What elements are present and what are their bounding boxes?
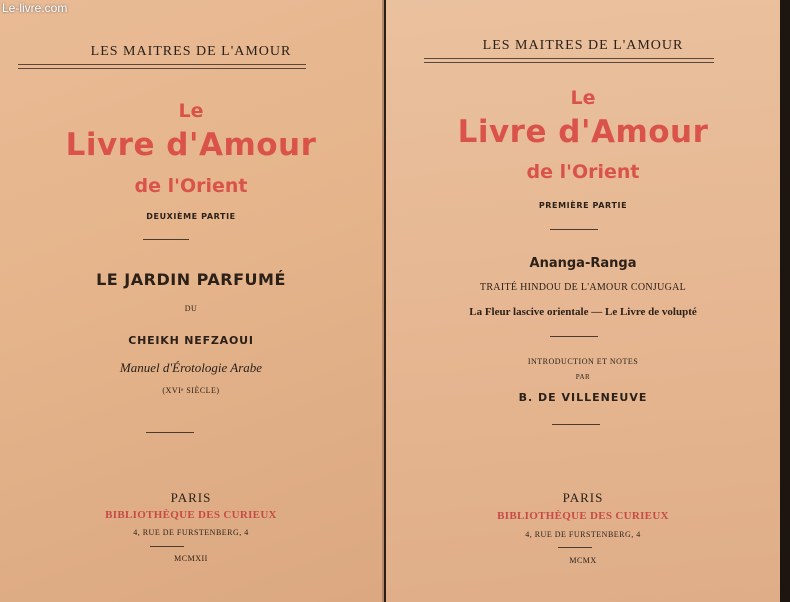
right-description: TRAITÉ HINDOU DE L'AMOUR CONJUGAL [479, 282, 687, 293]
left-work-title: LE JARDIN PARFUMÉ [96, 270, 286, 289]
right-title-main: Livre d'Amour [457, 114, 709, 150]
right-intro-label: INTRODUCTION ET NOTES [527, 357, 639, 366]
right-short-rule-4 [558, 547, 592, 548]
book-spine-edge [780, 0, 790, 602]
right-publisher: BIBLIOTHÈQUE DES CURIEUX [497, 510, 669, 522]
left-publisher: BIBLIOTHÈQUE DES CURIEUX [105, 509, 277, 521]
right-short-rule-2 [550, 336, 598, 337]
left-part-label: DEUXIÈME PARTIE [146, 212, 236, 221]
right-city: PARIS [562, 490, 604, 505]
left-book-cover [0, 0, 384, 602]
right-year: MCMX [569, 556, 597, 565]
left-short-rule-2 [146, 432, 194, 433]
right-author: B. DE VILLENEUVE [518, 391, 648, 404]
left-author: CHEIKH NEFZAOUI [128, 334, 254, 347]
left-short-rule-1 [143, 239, 189, 240]
right-title-sub: de l'Orient [526, 161, 640, 183]
left-year: MCMXII [174, 554, 208, 563]
left-city: PARIS [170, 490, 212, 505]
right-works-list: La Fleur lascive orientale — Le Livre de volupté [469, 306, 697, 318]
left-double-rule [18, 64, 306, 69]
right-par-label: PAR [575, 373, 591, 381]
right-series-title: LES MAITRES DE L'AMOUR [482, 38, 684, 53]
right-short-rule-3 [552, 424, 600, 425]
right-title-le: Le [570, 87, 596, 109]
right-part-label: PREMIÈRE PARTIE [538, 201, 628, 210]
left-century: (XVIᵉ SIÈCLE) [162, 386, 220, 395]
left-title-main: Livre d'Amour [65, 127, 317, 163]
right-short-rule-1 [550, 229, 598, 230]
left-address: 4, RUE DE FURSTENBERG, 4 [133, 528, 249, 537]
right-double-rule [424, 58, 714, 63]
right-book-cover [386, 0, 780, 602]
left-title-sub: de l'Orient [134, 175, 248, 197]
right-work-title: Ananga-Ranga [529, 256, 637, 271]
left-short-rule-3 [150, 546, 184, 547]
right-address: 4, RUE DE FURSTENBERG, 4 [525, 530, 641, 539]
left-subtitle: Manuel d'Érotologie Arabe [119, 360, 263, 375]
left-du-label: DU [184, 304, 198, 313]
left-series-title: LES MAITRES DE L'AMOUR [90, 44, 292, 59]
watermark-text: Le-livre.com [2, 1, 68, 15]
left-title-le: Le [178, 100, 204, 122]
